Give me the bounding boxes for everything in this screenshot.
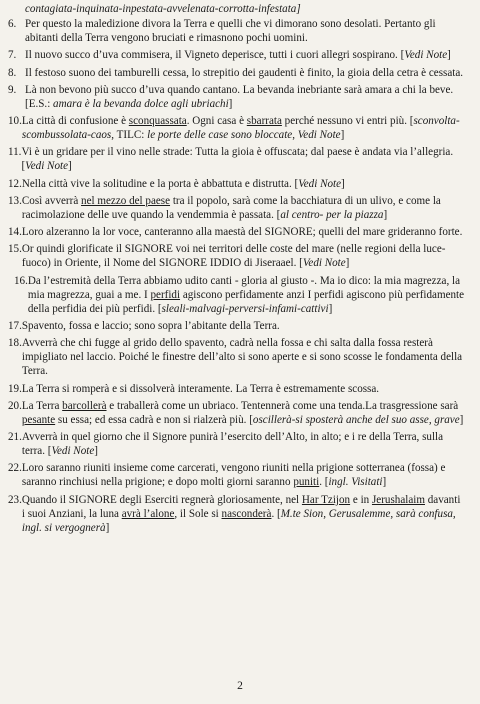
verse-text-segment: agiscono perfidamente anzi I perfidi agiscono più perfidamente della perfidia dei più perfidi. [ [27, 288, 465, 315]
verse-number: 11. [8, 146, 22, 159]
verse-item [8, 114, 472, 142]
underlined-term: perfidi [150, 288, 181, 301]
verse-text [22, 461, 472, 489]
verse-number: 17. [8, 320, 22, 332]
verse-item [8, 17, 472, 45]
italic-note: sconvolta-scombussolata-caos [21, 115, 460, 142]
underlined-term: avrà l’alone [121, 507, 175, 520]
verse-text-segment: e in [350, 493, 372, 506]
verse-text-segment: Avverrà che chi fugge al grido dello spavento, cadrà nella fossa e chi salta dalla fossa resterà impigliato nel laccio. Poiché le finestre dell’alto si sono aperte e si sono scosse le fondamenta della Terra. [21, 337, 463, 378]
verse-text [25, 48, 472, 62]
verse-text-segment: ] [68, 160, 72, 173]
verse-text [22, 336, 472, 378]
verse-text [22, 242, 472, 270]
verse-item [8, 461, 472, 489]
italic-note: Vedi Note [51, 445, 95, 458]
verse-item [8, 242, 472, 270]
verse-text [22, 225, 472, 239]
verse-text-segment: . Ogni casa è [186, 115, 247, 128]
verse-text-segment: ] [228, 97, 233, 110]
verse-text-segment: ] [105, 521, 110, 534]
verse-number: 9. [8, 83, 17, 96]
verse-item [8, 430, 472, 458]
italic-note: Vedi Note [297, 129, 341, 142]
verse-item [8, 145, 472, 173]
underlined-term: nasconderà [221, 507, 272, 520]
verse-text-segment: ] [328, 302, 333, 315]
italic-note: M.te Sion, Gerusalemme, sarà confusa, ingl. si vergognerà [21, 507, 456, 534]
verse-text [22, 319, 472, 333]
verse-number: 8. [8, 66, 17, 79]
italic-note: al centro- per la piazza [280, 208, 384, 221]
verse-item [8, 274, 472, 316]
verse-text-segment: , il Sole si [174, 507, 222, 520]
verse-number: 20. [8, 399, 22, 412]
verse-item [8, 399, 472, 427]
underlined-term: pesante [21, 413, 56, 426]
verse-text-segment: Avverrà in quel giorno che il Signore punirà l’esercito dell’Alto, in alto; e i re della Terra, sulla terra. [ [21, 431, 444, 458]
verse-item [8, 194, 472, 222]
verse-text-segment: ] [447, 49, 451, 62]
verse-text-segment: ] [94, 445, 98, 458]
italic-note: Vedi Note [302, 257, 346, 270]
verse-text [22, 194, 472, 222]
verse-list [8, 17, 472, 535]
verse-number: 14. [8, 226, 22, 239]
verse-text-segment: Là non bevono più succo d’uva quando cantano. La bevanda inebriante sarà amara a chi la beve. [E.S.: [25, 83, 454, 110]
verse-text-segment: Or quindi glorificate il SIGNORE voi nei territori delle coste del mare (nelle regioni della luce-fuoco) in Oriente, il Nome del SIGNORE IDDIO di Jiseraael. [ [21, 243, 446, 270]
verse-text [22, 399, 472, 427]
verse-item [8, 48, 472, 62]
verse-text [22, 430, 472, 458]
underlined-term: Jerushalaim [371, 493, 425, 506]
verse-text-segment: Nella città vive la solitudine e la porta è abbattuta e distrutta. [ [21, 177, 299, 190]
verse-number: 21. [8, 431, 22, 444]
verse-number: 10. [8, 115, 22, 128]
verse-text [22, 114, 472, 142]
verse-number: 22. [8, 462, 22, 475]
italic-note: amara è la bevanda dolce agli ubriachi [53, 97, 229, 110]
verse-item [8, 83, 472, 111]
italic-note: oscillerà-si sposterà anche del suo asse, grave [252, 413, 460, 426]
verse-number: 23. [8, 493, 22, 506]
verse-text [28, 274, 472, 316]
underlined-term: nel mezzo del paese [81, 194, 171, 207]
verse-text [25, 17, 472, 45]
verse-text-segment: perché nessuno vi entri più. [ [281, 115, 414, 128]
verse-text-segment: La Terra si romperà e si dissolverà interamente. La Terra è estremamente scossa. [21, 382, 380, 395]
verse-text-segment: Da l’estremità della Terra abbiamo udito canti - gloria al giusto -. Ma io dico: la mia magrezza, la mia magrezza, guai a me. I [27, 274, 461, 301]
verse-text-segment: su essa; ed essa cadrà e non si rialzerà più. [ [55, 413, 253, 426]
verse-text-segment: ] [340, 129, 345, 142]
verse-text [22, 493, 472, 535]
verse-text-segment: Vi è un gridare per il vino nelle strade: Tutta la gioia è offuscata; dal paese è andata via l’allegria. [ [21, 146, 454, 173]
verse-text-segment: Quando il SIGNORE degli Eserciti regnerà gloriosamente, nel [21, 493, 302, 506]
verse-text [22, 177, 472, 191]
verse-text [22, 382, 472, 396]
verse-item [8, 177, 472, 191]
underlined-term: Har Tzijon [301, 493, 351, 506]
document-page [8, 2, 472, 535]
verse-text-segment: Il nuovo succo d’uva commisera, il Vigneto deperisce, tutti i cuori allegri sospirano. [ [25, 49, 405, 62]
underlined-term: sbarrata [246, 115, 282, 128]
verse-text-segment: . [ [319, 476, 329, 489]
italic-note: Vedi Note [298, 177, 342, 190]
page-number: 2 [237, 680, 243, 692]
verse-item [8, 382, 472, 396]
verse-text [25, 83, 472, 111]
verse-item [8, 336, 472, 378]
verse-item [8, 225, 472, 239]
verse-text-segment: Per questo la maledizione divora la Terra e quelli che vi dimorano sono desolati. Pertanto gli abitanti della Terra vengono bruciati e rimasnono pochi uomini. [25, 18, 436, 45]
verse-item [8, 319, 472, 333]
verse-number: 16. [14, 274, 28, 287]
verse-number: 15. [8, 243, 22, 256]
underlined-term: puniti [293, 476, 320, 489]
verse-number: 13. [8, 194, 22, 207]
verse-item [8, 493, 472, 535]
verse-text-segment: ] [382, 476, 387, 489]
verse-number: 6. [8, 18, 17, 31]
continued-note-line: contagiata-inquinata-inpestata-avvelenata-corrotta-infestata] [25, 3, 301, 15]
verse-text-segment: e traballerà come un ubriaco. Tentennerà come una tenda.La trasgressione sarà [106, 399, 459, 412]
verse-text-segment: davanti i suoi Anziani, la luna [21, 493, 461, 520]
verse-text-segment: tra il popolo, sarà come la bacchiatura di un ulivo, e come la racimolazione delle uve quando la vendemmia è passata. [ [21, 194, 441, 221]
verse-text-segment: ] [345, 257, 350, 270]
verse-text-segment: Spavento, fossa e laccio; sono sopra l’abitante della Terra. [21, 320, 280, 332]
verse-text-segment: ] [341, 177, 345, 190]
verse-number: 7. [8, 49, 17, 62]
italic-note: sleali-malvagi-perversi-infami-cattivi [161, 302, 329, 315]
italic-note: le porte delle case sono bloccate [147, 129, 293, 142]
italic-note: Vedi Note [404, 49, 448, 62]
italic-note: Vedi Note [25, 160, 68, 173]
verse-text-segment: Così avverrà [21, 194, 82, 207]
verse-text-segment: ] [383, 208, 388, 221]
verse-number: 12. [8, 177, 22, 190]
verse-text [21, 145, 472, 173]
italic-note: ingl. Visitati [328, 476, 383, 489]
underlined-term: sconquassata [128, 115, 187, 128]
verse-text [25, 66, 472, 80]
verse-text-segment: Loro saranno riuniti insieme come carcerati, vengono riuniti nella prigione sotterranea (fossa) e saranno rinchiusi nella prigione; e dopo molti giorni saranno [21, 462, 446, 489]
verse-text-segment: Il festoso suono dei tamburelli cessa, lo strepitio dei gaudenti è finito, la gioia della cetra è cessata. [25, 66, 464, 79]
underlined-term: barcollerà [62, 399, 107, 412]
verse-number: 18. [8, 337, 22, 350]
verse-text-segment: , TILC: [111, 129, 148, 142]
verse-item [8, 66, 472, 80]
verse-number: 19. [8, 382, 22, 395]
verse-text-segment: ] [459, 413, 464, 426]
verse-text-segment: . [ [271, 507, 281, 520]
verse-text-segment: La città di confusione è [21, 115, 129, 128]
verse-text-segment: , [292, 129, 298, 142]
verse-text-segment: La Terra [21, 399, 63, 412]
verse-text-segment: Loro alzeranno la lor voce, canteranno alla maestà del SIGNORE; quelli del mare grideranno forte. [21, 226, 463, 239]
